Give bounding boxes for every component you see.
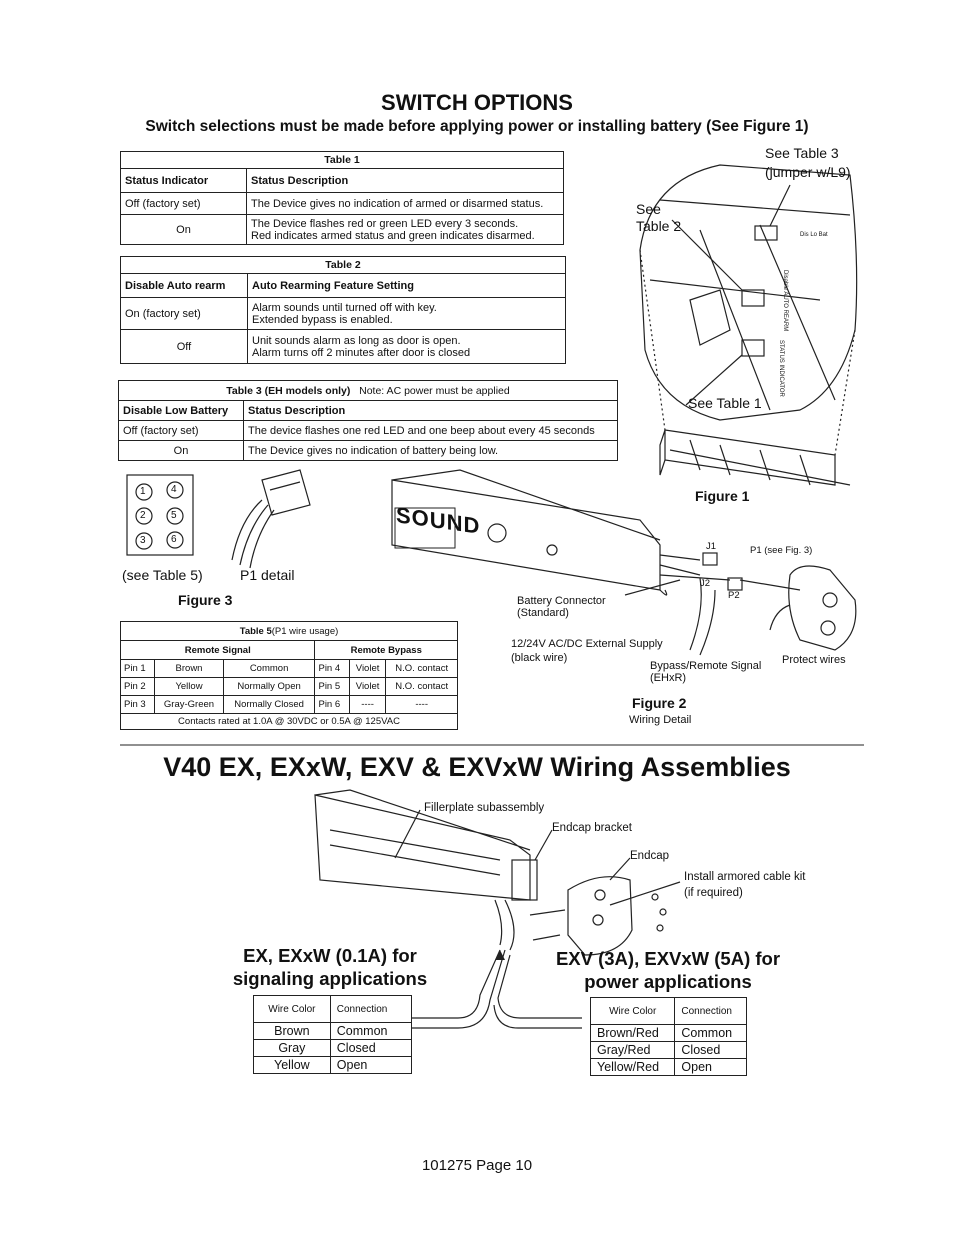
table-cell: Common bbox=[675, 1025, 747, 1042]
table-cell: Pin 1 bbox=[121, 660, 155, 678]
page-footer: 101275 Page 10 bbox=[421, 1157, 533, 1174]
table-5-caption-text: Table 5 bbox=[239, 625, 272, 637]
cell-line: Unit sounds alarm as long as door is open. bbox=[252, 334, 461, 347]
table-cell: Normally Closed bbox=[223, 696, 315, 714]
status-indicator-label: STATUS INDICATOR bbox=[778, 340, 784, 397]
table-2-caption: Table 2 bbox=[121, 257, 566, 274]
p1-detail-label: P1 detail bbox=[240, 567, 295, 583]
section-title: V40 EX, EXxW, EXV & EXVxW Wiring Assemblies bbox=[163, 752, 791, 782]
p1-connector bbox=[262, 470, 310, 515]
cell-line: Alarm sounds until turned off with key. bbox=[252, 301, 437, 314]
page-title: SWITCH OPTIONS bbox=[381, 90, 573, 115]
left-heading-line1: EX, EXxW (0.1A) for bbox=[243, 945, 417, 966]
table-cell: Pin 6 bbox=[315, 696, 349, 714]
page-subtitle: Switch selections must be made before applying power or installing battery (See Figure 1) bbox=[145, 118, 809, 135]
table-cell: Brown/Red bbox=[591, 1025, 675, 1042]
table-3-note: Note: AC power must be applied bbox=[359, 384, 510, 397]
table-5-footer: Contacts rated at 1.0A @ 30VDC or 0.5A @ 125VAC bbox=[121, 714, 458, 730]
table-cell: The device flashes one red LED and one beep about every 45 seconds bbox=[244, 421, 618, 441]
table-cell: The Device gives no indication of battery being low. bbox=[244, 441, 618, 461]
table-3 bbox=[118, 380, 618, 461]
right-heading-line2: power applications bbox=[584, 971, 752, 992]
table-cell: Common bbox=[330, 1023, 411, 1040]
table-cell: Pin 2 bbox=[121, 678, 155, 696]
table-2-col1: Disable Auto rearm bbox=[121, 274, 248, 298]
wire-col1: Wire Color bbox=[591, 998, 675, 1025]
dis-lo-bat-label: Dis Lo Bat bbox=[800, 232, 828, 238]
table-cell: Closed bbox=[330, 1040, 411, 1057]
remote-bypass-header: Remote Bypass bbox=[315, 641, 458, 660]
table-cell: Gray/Red bbox=[591, 1042, 675, 1059]
table-2 bbox=[120, 256, 566, 364]
figure2-subcaption: Wiring Detail bbox=[629, 714, 692, 726]
pin-3: 3 bbox=[140, 535, 146, 546]
pin-2: 2 bbox=[140, 510, 146, 521]
table-cell: Normally Open bbox=[223, 678, 315, 696]
j2-label: J2 bbox=[700, 578, 711, 589]
right-heading bbox=[540, 947, 796, 993]
table2-label: Table 2 bbox=[636, 218, 682, 234]
supply-label-2: (black wire) bbox=[511, 652, 568, 664]
endcap-label: Endcap bbox=[630, 850, 670, 862]
table-cell: ---- bbox=[386, 696, 458, 714]
table-5 bbox=[120, 621, 458, 730]
table-1 bbox=[120, 151, 564, 245]
table-cell: N.O. contact bbox=[386, 660, 458, 678]
table-cell: Violet bbox=[349, 678, 386, 696]
right-heading-line1: EXV (3A), EXVxW (5A) for bbox=[555, 948, 781, 969]
pin-4: 4 bbox=[171, 484, 177, 495]
j1-label: J1 bbox=[706, 541, 717, 552]
p2-label: P2 bbox=[728, 590, 740, 601]
table-cell: Pin 3 bbox=[121, 696, 155, 714]
bypass-label: Bypass/Remote Signal bbox=[650, 660, 762, 672]
wire-col1: Wire Color bbox=[254, 996, 331, 1023]
table-cell: Open bbox=[675, 1059, 747, 1076]
figure1-magnifier bbox=[640, 165, 857, 420]
see-table1-label: See Table 1 bbox=[688, 395, 762, 411]
table-cell: Gray-Green bbox=[155, 696, 223, 714]
cell-line: Alarm turns off 2 minutes after door is closed bbox=[252, 346, 471, 359]
table-cell: Yellow bbox=[254, 1057, 331, 1074]
figure3-caption: Figure 3 bbox=[178, 592, 233, 608]
table-3-caption-text: Table 3 (EH models only) bbox=[226, 384, 351, 397]
table-1-col2: Status Description bbox=[247, 169, 564, 193]
table-cell: Open bbox=[330, 1057, 411, 1074]
battery-label-2: (Standard) bbox=[517, 607, 569, 619]
table-5-caption-note: (P1 wire usage) bbox=[271, 625, 339, 637]
wire-col2: Connection bbox=[330, 996, 411, 1023]
cell-line: Extended bypass is enabled. bbox=[252, 313, 393, 326]
bypass-label-2: (EHxR) bbox=[650, 672, 687, 684]
table-cell bbox=[247, 215, 564, 245]
table-cell: Yellow bbox=[155, 678, 223, 696]
table-cell: The Device gives no indication of armed or disarmed status. bbox=[247, 193, 564, 215]
pin-6: 6 bbox=[171, 534, 177, 545]
table-cell: Violet bbox=[349, 660, 386, 678]
wire-table-left bbox=[253, 995, 412, 1074]
wire-col2: Connection bbox=[675, 998, 747, 1025]
table-row: On (factory set) bbox=[121, 298, 248, 330]
auto-rearm-label: Disable AUTO REARM bbox=[782, 270, 788, 332]
table-3-caption bbox=[119, 381, 618, 401]
see-label: See bbox=[636, 201, 661, 217]
jumper-label: (jumper w/L9) bbox=[765, 164, 851, 180]
table-cell: Pin 4 bbox=[315, 660, 349, 678]
see-table5-label: (see Table 5) bbox=[122, 567, 203, 583]
table-3-col1: Disable Low Battery bbox=[119, 401, 244, 421]
pin-1: 1 bbox=[140, 486, 146, 497]
table-cell: Brown bbox=[254, 1023, 331, 1040]
table-cell: Pin 5 bbox=[315, 678, 349, 696]
see-table3-label: See Table 3 bbox=[765, 145, 839, 161]
table-1-col1: Status Indicator bbox=[121, 169, 247, 193]
armored-label: Install armored cable kit bbox=[684, 871, 806, 883]
table-cell bbox=[248, 298, 566, 330]
table-3-col2: Status Description bbox=[244, 401, 618, 421]
table-cell: Yellow/Red bbox=[591, 1059, 675, 1076]
cell-line: The Device flashes red or green LED every 3 seconds. bbox=[251, 217, 519, 230]
endcap-bracket-label: Endcap bracket bbox=[552, 822, 632, 834]
table-cell: Gray bbox=[254, 1040, 331, 1057]
table-2-col2: Auto Rearming Feature Setting bbox=[248, 274, 566, 298]
figure1-caption: Figure 1 bbox=[695, 488, 750, 504]
table-row: On bbox=[121, 215, 247, 245]
table-cell: Brown bbox=[155, 660, 223, 678]
table-cell: Common bbox=[223, 660, 315, 678]
wire-table-right bbox=[590, 997, 747, 1076]
table-row: Off bbox=[121, 330, 248, 364]
battery-label: Battery Connector bbox=[517, 595, 606, 607]
table-cell: N.O. contact bbox=[386, 678, 458, 696]
supply-label: 12/24V AC/DC External Supply bbox=[511, 638, 663, 650]
left-heading-line2: signaling applications bbox=[232, 968, 428, 989]
table-row: Off (factory set) bbox=[121, 193, 247, 215]
left-heading bbox=[210, 944, 450, 990]
endcap-fig2 bbox=[789, 566, 856, 650]
figure2-caption: Figure 2 bbox=[632, 695, 687, 711]
cell-line: Red indicates armed status and green indicates disarmed. bbox=[251, 229, 535, 242]
protect-label: Protect wires bbox=[782, 654, 846, 666]
table-cell bbox=[248, 330, 566, 364]
table-row: On bbox=[119, 441, 244, 461]
remote-signal-header: Remote Signal bbox=[121, 641, 315, 660]
table-row: Off (factory set) bbox=[119, 421, 244, 441]
fillerplate-label: Fillerplate subassembly bbox=[424, 802, 545, 814]
table-cell: ---- bbox=[349, 696, 386, 714]
table-5-caption bbox=[121, 622, 458, 641]
armored-label-2: (if required) bbox=[684, 887, 743, 899]
table-1-caption: Table 1 bbox=[121, 152, 564, 169]
pin-5: 5 bbox=[171, 510, 177, 521]
p1-label: P1 (see Fig. 3) bbox=[750, 545, 813, 556]
table-cell: Closed bbox=[675, 1042, 747, 1059]
sound-logo: SOUND bbox=[396, 502, 481, 539]
